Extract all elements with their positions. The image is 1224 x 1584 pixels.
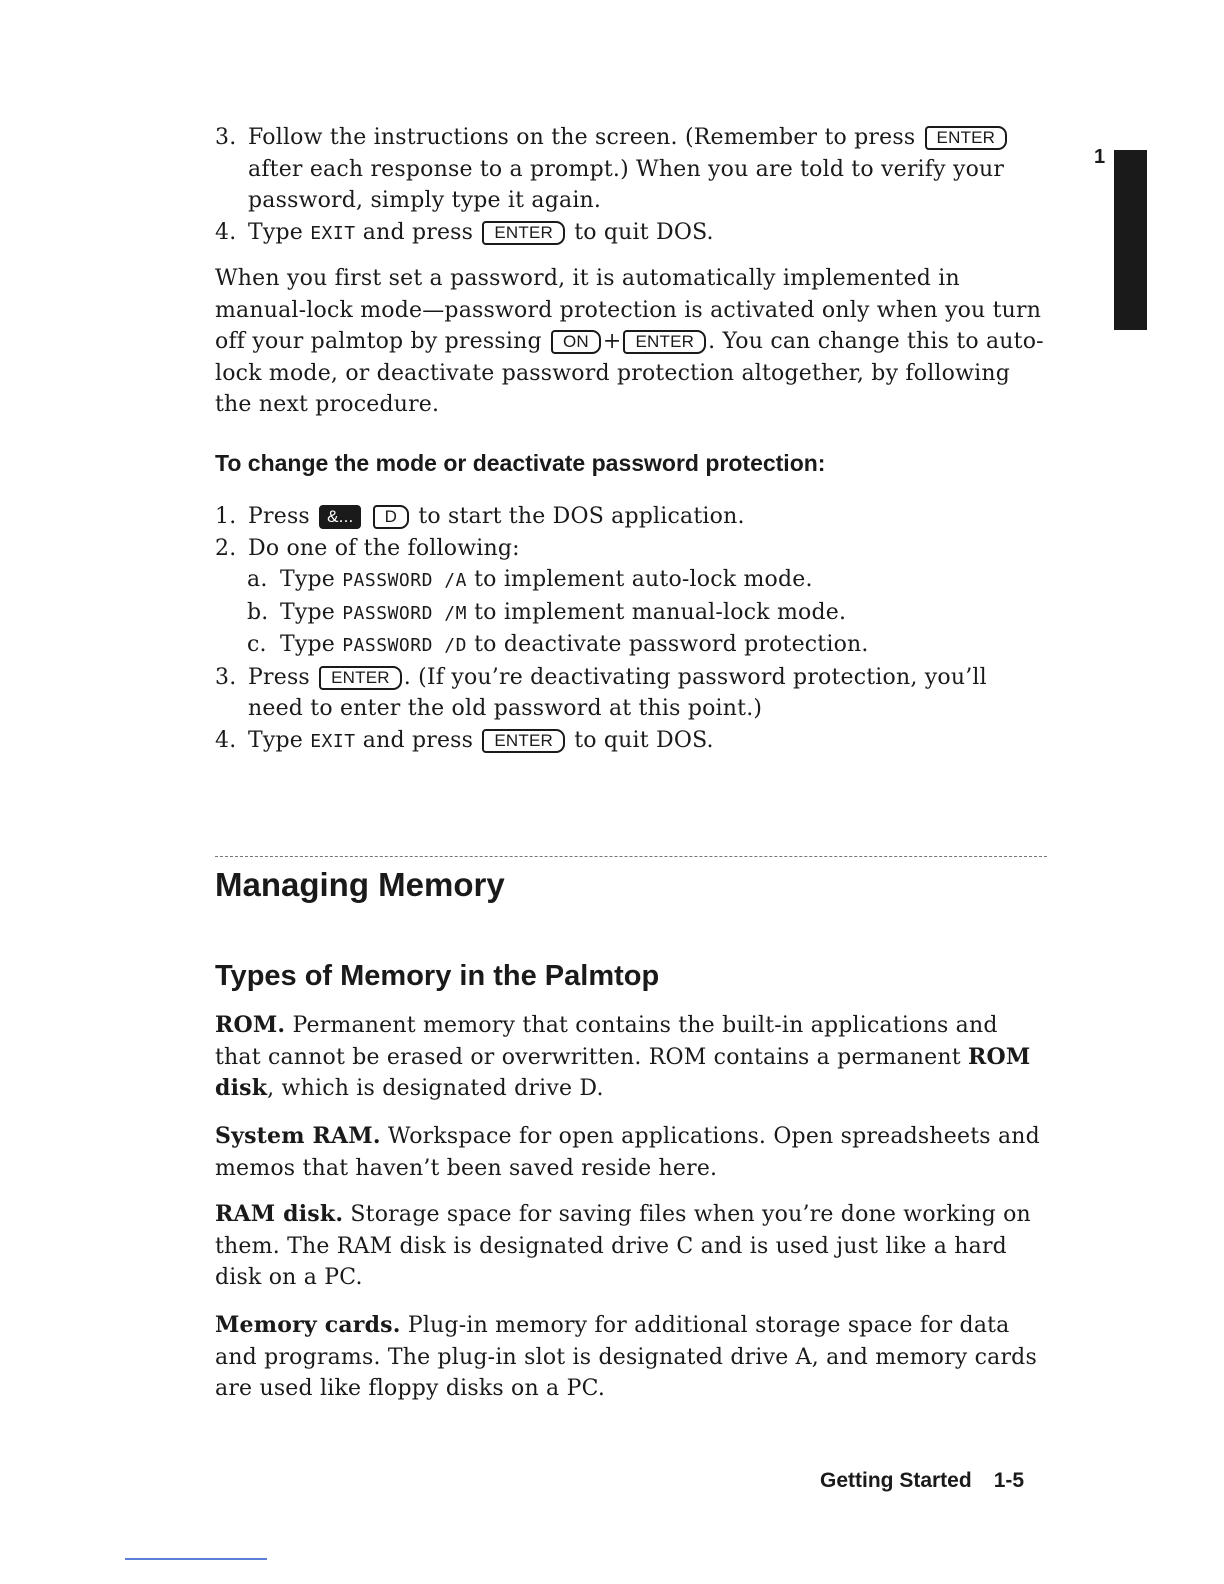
page-footer: [820, 1469, 1024, 1493]
exit-command: EXIT: [310, 222, 356, 244]
definition-text: Permanent memory that contains the built-in applications and that cannot be erased or overwritten. ROM contains a permanent: [215, 1013, 998, 1070]
definition-text: , which is designated drive D.: [267, 1076, 604, 1101]
procedure-heading: To change the mode or deactivate password protection:: [215, 450, 826, 476]
step-number: 2.: [215, 535, 237, 561]
menu-key: &...: [319, 505, 361, 529]
footer-section-name: Getting Started: [820, 1469, 972, 1492]
password-deactivate-command: PASSWORD /D: [342, 635, 467, 656]
step-text: Type: [280, 599, 336, 625]
definition-term: RAM disk.: [215, 1201, 344, 1227]
procedure-step-2c: [215, 629, 1045, 662]
step-number: 4.: [215, 727, 237, 753]
procedure-steps-list: [215, 501, 1045, 757]
setup-step-3: [215, 122, 1045, 217]
definition-term: System RAM.: [215, 1123, 381, 1149]
step-text: Press: [248, 664, 310, 690]
paragraph-text: When you first set a password, it is automatically implemented in manual-lock mode—password protection is activated only when you turn off your palmtop by pressing: [215, 266, 1042, 354]
step-letter: a.: [247, 567, 268, 592]
step-letter: b.: [247, 599, 269, 625]
definition-memory-cards: [215, 1310, 1045, 1405]
definition-rom: [215, 1010, 1045, 1105]
procedure-step-1: [215, 501, 1045, 533]
subsection-title: Types of Memory in the Palmtop: [215, 960, 660, 992]
step-text: to quit DOS.: [574, 219, 714, 245]
step-text: and press: [362, 219, 474, 245]
definition-text: Plug-in memory for additional storage space for data and programs. The plug-in slot is designated drive A, and memory cards are used like floppy disks on a PC.: [215, 1313, 1037, 1401]
definition-text: Workspace for open applications. Open spreadsheets and memos that haven’t been saved reside here.: [215, 1124, 1040, 1181]
step-text: Type: [248, 727, 304, 753]
section-title: Managing Memory: [215, 866, 505, 903]
plus-sign: +: [602, 329, 622, 354]
enter-key: ENTER: [623, 330, 706, 354]
step-text: to start the DOS application.: [418, 504, 745, 529]
lock-mode-paragraph: [215, 263, 1045, 421]
step-number: 3.: [215, 664, 237, 690]
setup-steps-list: [215, 122, 1045, 249]
definition-term: Memory cards.: [215, 1312, 401, 1338]
enter-key: ENTER: [925, 126, 1008, 150]
step-text: and press: [362, 727, 474, 753]
procedure-step-2b: [215, 597, 1045, 630]
step-number: 4.: [215, 219, 237, 245]
step-text: after each response to a prompt.) When you are told to verify your password, simply type it again.: [248, 156, 1005, 213]
step-text: . (If you’re deactivating password protection, you’ll need to enter the old password at this point.): [248, 664, 987, 721]
procedure-step-4: [215, 725, 1045, 758]
step-text: to deactivate password protection.: [474, 632, 869, 657]
section-divider: [215, 856, 1047, 857]
step-text: Type: [248, 219, 304, 245]
password-manual-command: PASSWORD /M: [342, 602, 467, 624]
step-text: Follow the instructions on the screen. (Remember to press: [248, 125, 916, 150]
chapter-tab-bar: [1114, 150, 1147, 330]
d-key: D: [373, 505, 409, 529]
setup-step-4: [215, 217, 1045, 250]
enter-key: ENTER: [482, 729, 565, 753]
password-auto-command: PASSWORD /A: [342, 570, 467, 591]
definition-term: ROM.: [215, 1012, 286, 1038]
paragraph-text: . You can change this to auto-lock mode, or deactivate password protection altogether, by following the next procedure.: [215, 329, 1044, 417]
page-number: 1-5: [993, 1469, 1025, 1492]
step-text: Press: [248, 504, 310, 529]
definition-ram-disk: [215, 1199, 1045, 1294]
step-text: to implement auto-lock mode.: [474, 567, 813, 592]
step-number: 1.: [215, 504, 237, 529]
enter-key: ENTER: [482, 221, 565, 245]
procedure-step-2: [215, 533, 1045, 565]
step-text: to implement manual-lock mode.: [474, 599, 847, 625]
step-letter: c.: [247, 632, 267, 657]
exit-command: EXIT: [310, 730, 356, 752]
on-key: ON: [551, 330, 601, 354]
step-text: Type: [280, 567, 336, 592]
bottom-edge-line: [125, 1558, 267, 1560]
definition-system-ram: [215, 1121, 1045, 1184]
enter-key: ENTER: [319, 666, 402, 690]
step-text: Do one of the following:: [248, 535, 520, 561]
procedure-step-2a: [215, 564, 1045, 597]
procedure-step-3: [215, 662, 1045, 725]
step-text: to quit DOS.: [574, 727, 714, 753]
step-text: Type: [280, 632, 336, 657]
definition-text: Storage space for saving files when you’re done working on them. The RAM disk is designated drive C and is used just like a hard disk on a PC.: [215, 1202, 1031, 1290]
step-number: 3.: [215, 125, 237, 150]
chapter-tab-number: 1: [1094, 146, 1106, 168]
definition-term: ROM disk: [215, 1043, 1031, 1101]
